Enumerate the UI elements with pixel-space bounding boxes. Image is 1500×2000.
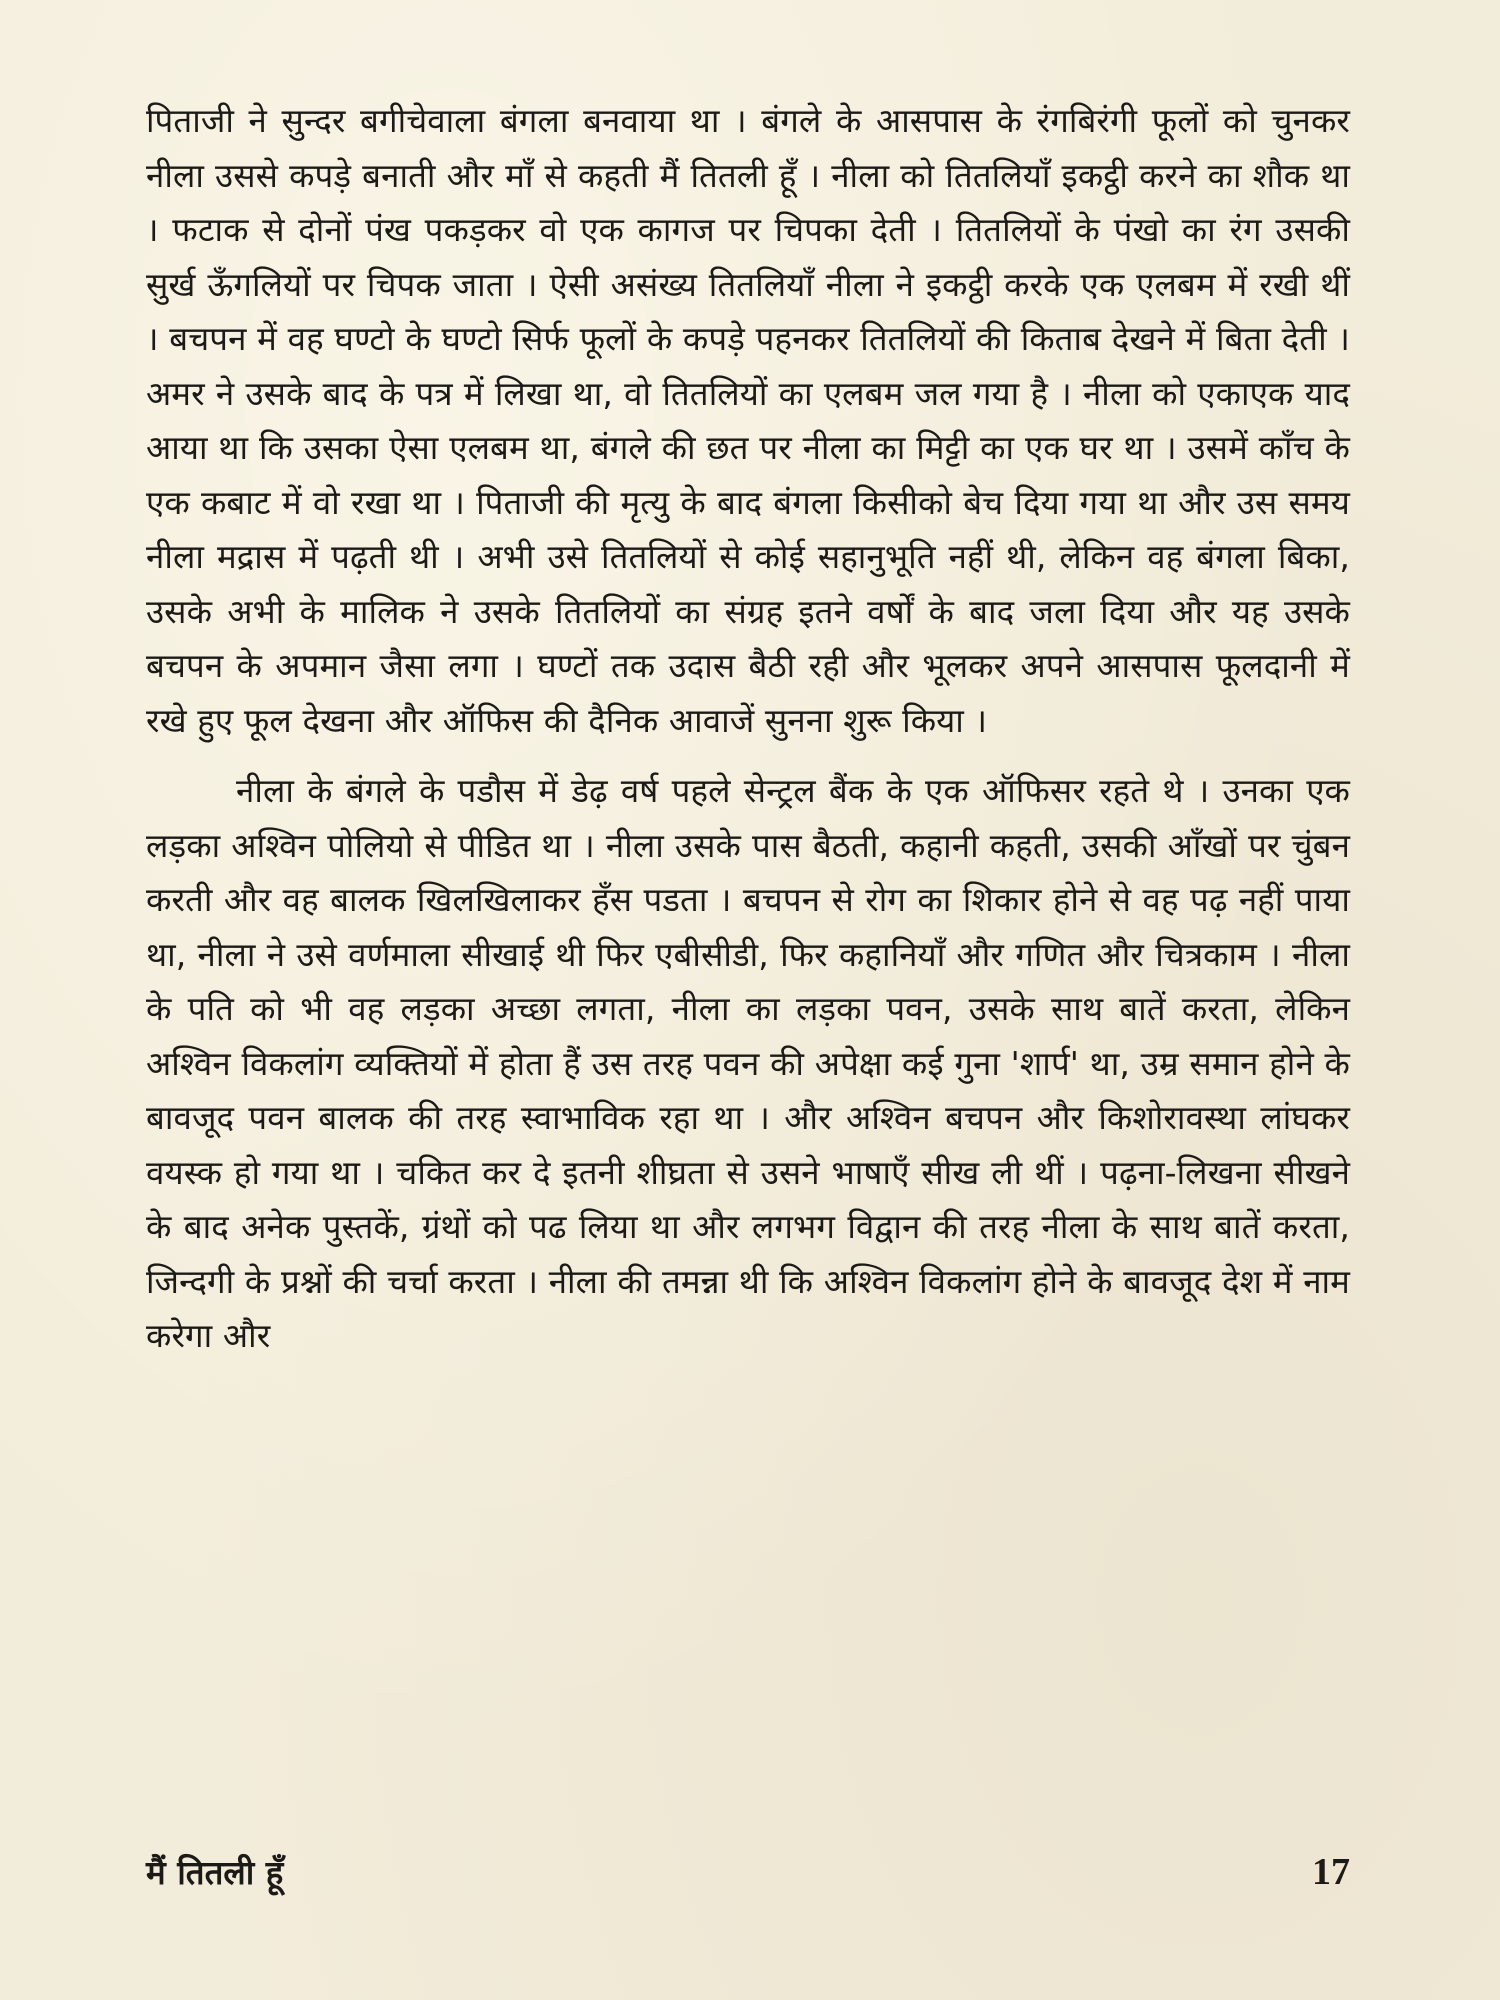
paragraph-2: नीला के बंगले के पडौस में डेढ़ वर्ष पहले सेन्ट्रल बैंक के एक ऑफिसर रहते थे । उनका एक लड़का अश्विन पोलियो से पीडित था । नीला उसके पास बैठती, कहानी कहती, उसकी आँखों पर चुंबन करती और वह बालक खिलखिलाकर हँस पडता । बचपन से रोग का शिकार होने से वह पढ़ नहीं पाया था, नीला ने उसे वर्णमाला सीखाई थी फिर एबीसीडी, फिर कहानियाँ और गणित और चित्रकाम । नीला के पति को भी वह लड़का अच्छा लगता, नीला का लड़का पवन, उसके साथ बातें करता, लेकिन अश्विन विकलांग व्यक्तियों में होता हैं उस तरह पवन की अपेक्षा कई गुना 'शार्प' था, उम्र समान होने के बावजूद पवन बालक की तरह स्वाभाविक रहा था । और अश्विन बचपन और किशोरावस्था लांघकर वयस्क हो गया था । चकित कर दे इतनी शीघ्रता से उसने भाषाएँ सीख ली थीं । पढ़ना-लिखना सीखने के बाद अनेक पुस्तकें, ग्रंथों को पढ लिया था और लगभग विद्वान की तरह नीला के साथ बातें करता, जिन्दगी के प्रश्नों की चर्चा करता । नीला की तमन्ना थी कि अश्विन विकलांग होने के बावजूद देश में नाम करेगा और <box>146 771 1350 1355</box>
paragraph-1: पिताजी ने सुन्दर बगीचेवाला बंगला बनवाया था । बंगले के आसपास के रंगबिरंगी फूलों को चुनकर नीला उससे कपड़े बनाती और माँ से कहती मैं तितली हूँ । नीला को तितलियाँ इकट्ठी करने का शौक था । फटाक से दोनों पंख पकड़कर वो एक कागज पर चिपका देती । तितलियों के पंखो का रंग उसकी सुर्ख ऊँगलियों पर चिपक जाता । ऐसी असंख्य तितलियाँ नीला ने इकट्ठी करके एक एलबम में रखी थीं । बचपन में वह घण्टो के घण्टो सिर्फ फूलों के कपड़े पहनकर तितलियों की किताब देखने में बिता देती । अमर ने उसके बाद के पत्र में लिखा था, वो तितलियों का एलबम जल गया है । नीला को एकाएक याद आया था कि उसका ऐसा एलबम था, बंगले की छत पर नीला का मिट्टी का एक घर था । उसमें काँच के एक कबाट में वो रखा था । पिताजी की मृत्यु के बाद बंगला किसीको बेच दिया गया था और उस समय नीला मद्रास में पढ़ती थी । अभी उसे तितलियों से कोई सहानुभूति नहीं थी, लेकिन वह बंगला बिका, उसके अभी के मालिक ने उसके तितलियों का संग्रह इतने वर्षों के बाद जला दिया और यह उसके बचपन के अपमान जैसा लगा । घण्टों तक उदास बैठी रही और भूलकर अपने आसपास फूलदानी में रखे हुए फूल देखना और ऑफिस की दैनिक आवाजें सुनना शुरू किया । <box>146 101 1350 740</box>
page-number: 17 <box>1312 1851 1350 1893</box>
body-text <box>146 94 1350 1364</box>
footer-book-title: मैं तितली हूँ <box>146 1853 284 1892</box>
